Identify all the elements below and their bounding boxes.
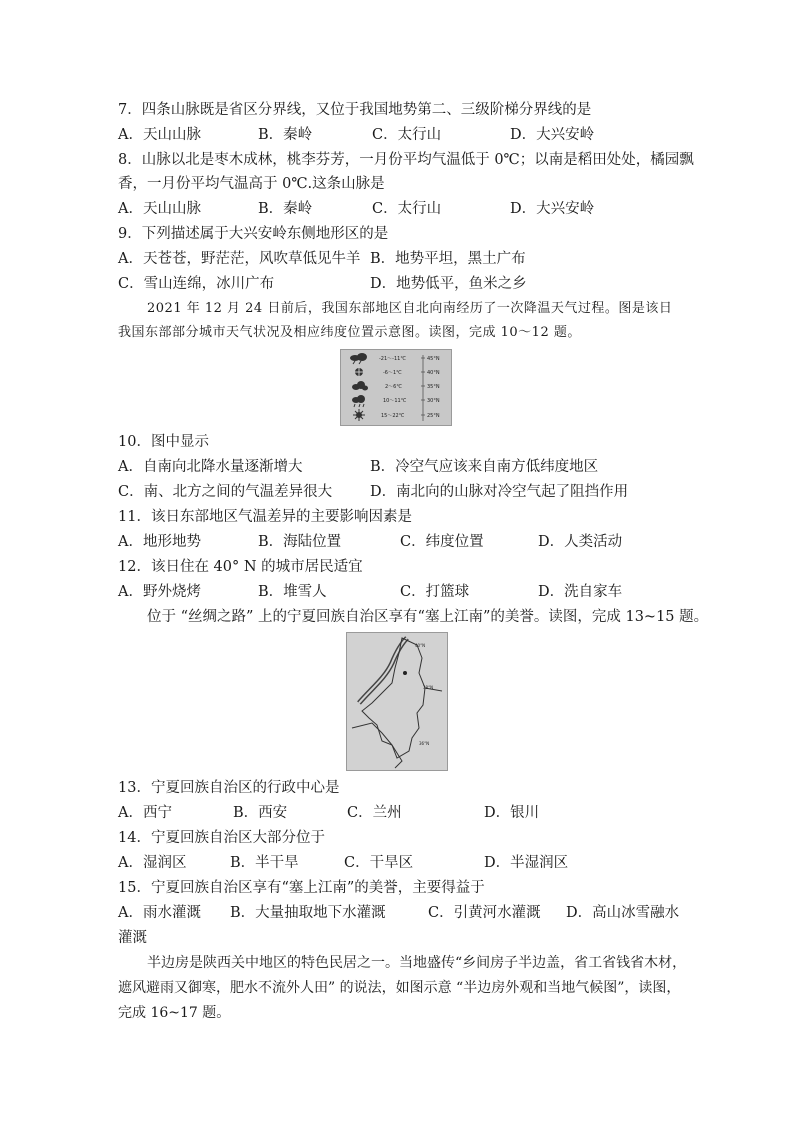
q14-stem: 14．宁夏回族自治区大部分位于 — [118, 830, 325, 846]
q15-option-c: C．引黄河水灌溉 — [428, 905, 541, 921]
q8-option-a: A．天山山脉 — [118, 201, 201, 217]
q13-stem: 13．宁夏回族自治区的行政中心是 — [118, 780, 340, 796]
q15-option-d-cont: 灌溉 — [118, 930, 147, 946]
intro3-line3: 完成 16~17 题。 — [118, 1005, 231, 1021]
q11-option-d: D．人类活动 — [538, 534, 623, 550]
q9-option-c: C．雪山连绵，冰川广布 — [118, 276, 275, 292]
weather-temp-0: -21～-11℃ — [379, 356, 406, 362]
q14-option-c: C．干旱区 — [344, 855, 414, 871]
q8-option-c: C．太行山 — [372, 201, 442, 217]
q9-option-b: B．地势平坦，黑土广布 — [370, 251, 526, 267]
q15-option-a: A．雨水灌溉 — [118, 905, 201, 921]
q14-option-b: B．半干旱 — [230, 855, 299, 871]
q15-option-d: D．高山冰雪融水 — [566, 905, 680, 921]
weather-temp-4: 15～22℃ — [381, 413, 405, 419]
q12-option-c: C．打篮球 — [400, 584, 470, 600]
q9-option-d: D．地势低平，鱼米之乡 — [370, 276, 527, 292]
intro3-line2: 遮风避雨又御寒，肥水不流外人田” 的说法，如图示意 “半边房外观和当地气候图”，读图， — [118, 980, 681, 996]
q13-option-a: A．西宁 — [118, 805, 172, 821]
map-lat-36: 36°N — [419, 741, 430, 746]
weather-lat-1: 40°N — [427, 370, 440, 376]
weather-figure — [340, 349, 452, 426]
q15-option-b: B．大量抽取地下水灌溉 — [230, 905, 386, 921]
q11-stem: 11．该日东部地区气温差异的主要影响因素是 — [118, 509, 412, 525]
ningxia-map-svg — [347, 633, 447, 770]
weather-figure-svg — [341, 350, 451, 425]
q13-option-c: C．兰州 — [347, 805, 402, 821]
intro1-line2: 我国东部部分城市天气状况及相应纬度位置示意图。读图，完成 10～12 题。 — [118, 325, 581, 340]
q12-option-a: A．野外烧烤 — [118, 584, 201, 600]
q10-option-b: B．冷空气应该来自南方低纬度地区 — [370, 459, 599, 475]
weather-temp-3: 10～11℃ — [383, 398, 407, 404]
weather-lat-4: 25°N — [427, 413, 440, 419]
q9-stem: 9．下列描述属于大兴安岭东侧地形区的是 — [118, 226, 389, 242]
q8-option-b: B．秦岭 — [258, 201, 313, 217]
q11-option-c: C．纬度位置 — [400, 534, 484, 550]
weather-lat-3: 30°N — [427, 398, 440, 404]
q7-option-d: D．大兴安岭 — [510, 127, 595, 143]
q13-option-b: B．西安 — [233, 805, 288, 821]
q8-stem-line2: 香，一月份平均气温高于 0℃.这条山脉是 — [118, 176, 385, 192]
q10-option-a: A．自南向北降水量逐渐增大 — [118, 459, 303, 475]
intro1-line1: 2021 年 12 月 24 日前后，我国东部地区自北向南经历了一次降温天气过程。图是该日 — [147, 301, 673, 316]
q11-option-b: B．海陆位置 — [258, 534, 342, 550]
ningxia-map-figure — [346, 632, 448, 771]
yinchuan-marker — [403, 671, 407, 675]
q14-option-a: A．湿润区 — [118, 855, 187, 871]
q12-option-d: D．洗自家车 — [538, 584, 623, 600]
weather-lat-0: 45°N — [427, 356, 440, 362]
q7-option-b: B．秦岭 — [258, 127, 313, 143]
map-lat-40: 40°N — [415, 643, 426, 648]
q15-stem: 15．宁夏回族自治区享有“塞上江南”的美誉，主要得益于 — [118, 880, 485, 896]
q7-stem: 7．四条山脉既是省区分界线，又位于我国地势第二、三级阶梯分界线的是 — [118, 102, 592, 118]
q14-option-d: D．半湿润区 — [484, 855, 569, 871]
intro2-line1: 位于 “丝绸之路” 上的宁夏回族自治区享有“塞上江南”的美誉。读图，完成 13~15 题。 — [147, 609, 709, 625]
q10-option-d: D．南北向的山脉对冷空气起了阻挡作用 — [370, 484, 629, 500]
q7-option-c: C．太行山 — [372, 127, 442, 143]
q11-option-a: A．地形地势 — [118, 534, 201, 550]
weather-temp-1: -6～1℃ — [383, 370, 402, 376]
q13-option-d: D．银川 — [484, 805, 540, 821]
weather-lat-2: 35°N — [427, 384, 440, 390]
q8-stem-line1: 8．山脉以北是枣木成林，桃李芬芳，一月份平均气温低于 0℃；以南是稻田处处，橘园飘 — [118, 152, 694, 168]
map-lat-38: 38°N — [423, 685, 434, 690]
weather-temp-2: 2～6℃ — [385, 384, 402, 390]
q12-option-b: B．堆雪人 — [258, 584, 327, 600]
intro3-line1: 半边房是陕西关中地区的特色民居之一。当地盛传“乡间房子半边盖，省工省钱省木材， — [147, 955, 687, 971]
q12-stem: 12．该日住在 40° N 的城市居民适宜 — [118, 559, 363, 575]
q8-option-d: D．大兴安岭 — [510, 201, 595, 217]
q10-stem: 10．图中显示 — [118, 434, 209, 450]
q7-option-a: A．天山山脉 — [118, 127, 201, 143]
q10-option-c: C．南、北方之间的气温差异很大 — [118, 484, 333, 500]
q9-option-a: A．天苍苍，野茫茫，风吹草低见牛羊 — [118, 251, 361, 267]
